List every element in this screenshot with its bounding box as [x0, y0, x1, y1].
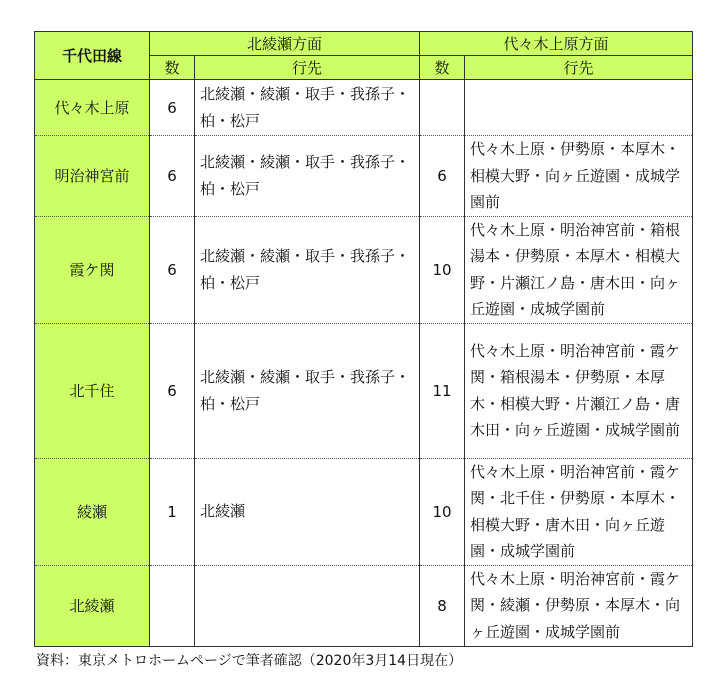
yoyogiuehara-destinations-cell: 代々木上原・明治神宮前・箱根湯本・伊勢原・本厚木・相模大野・片瀬江ノ島・唐木田・向ヶ丘遊園・成城学園前 [465, 216, 693, 323]
source-note: 資料：東京メトロホームページで筆者確認（2020年3月14日現在） [36, 653, 463, 669]
yoyogiuehara-destinations-cell: 代々木上原・明治神宮前・霞ケ関・綾瀬・伊勢原・本厚木・向ヶ丘遊園・成城学園前 [465, 565, 693, 646]
yoyogiuehara-direction-header: 代々木上原方面 [420, 32, 693, 56]
table-row [35, 80, 693, 136]
station-cell: 代々木上原 [35, 80, 150, 136]
yoyogiuehara-count-cell: 10 [420, 216, 465, 323]
kitaayase-count-header: 数 [150, 56, 195, 80]
kitaayase-destinations-cell [195, 565, 420, 646]
yoyogiuehara-destinations-cell: 代々木上原・明治神宮前・霞ケ関・箱根湯本・伊勢原・本厚木・相模大野・片瀬江ノ島・唐木田・向ヶ丘遊園・成城学園前 [465, 323, 693, 458]
line-name-header: 千代田線 [35, 32, 150, 80]
kitaayase-count-cell: 6 [150, 136, 195, 217]
kitaayase-count-cell: 6 [150, 323, 195, 458]
kitaayase-destinations-cell: 北綾瀬・綾瀬・取手・我孫子・柏・松戸 [195, 323, 420, 458]
yoyogiuehara-count-cell: 11 [420, 323, 465, 458]
kitaayase-destinations-cell: 北綾瀬・綾瀬・取手・我孫子・柏・松戸 [195, 80, 420, 136]
kitaayase-count-cell: 6 [150, 80, 195, 136]
yoyogiuehara-destinations-cell: 代々木上原・伊勢原・本厚木・相模大野・向ヶ丘遊園・成城学園前 [465, 136, 693, 217]
yoyogiuehara-count-cell: 10 [420, 458, 465, 565]
station-cell: 霞ケ関 [35, 216, 150, 323]
station-cell: 明治神宮前 [35, 136, 150, 217]
yoyogiuehara-count-cell: 8 [420, 565, 465, 646]
table-row [35, 216, 693, 323]
table-row [35, 458, 693, 565]
yoyogiuehara-destination-header: 行先 [465, 56, 693, 80]
yoyogiuehara-count-cell: 6 [420, 136, 465, 217]
yoyogiuehara-destinations-cell: 代々木上原・明治神宮前・霞ケ関・北千住・伊勢原・本厚木・相模大野・唐木田・向ヶ丘遊園・成城学園前 [465, 458, 693, 565]
kitaayase-count-cell [150, 565, 195, 646]
table-row [35, 136, 693, 217]
kitaayase-count-cell: 6 [150, 216, 195, 323]
station-cell: 北綾瀬 [35, 565, 150, 646]
station-cell: 北千住 [35, 323, 150, 458]
yoyogiuehara-count-header: 数 [420, 56, 465, 80]
table-row [35, 323, 693, 458]
yoyogiuehara-count-cell [420, 80, 465, 136]
kitaayase-destinations-cell: 北綾瀬・綾瀬・取手・我孫子・柏・松戸 [195, 216, 420, 323]
yoyogiuehara-destinations-cell [465, 80, 693, 136]
table-row [35, 565, 693, 646]
kitaayase-direction-header: 北綾瀬方面 [150, 32, 420, 56]
kitaayase-destinations-cell: 北綾瀬・綾瀬・取手・我孫子・柏・松戸 [195, 136, 420, 217]
kitaayase-destinations-cell: 北綾瀬 [195, 458, 420, 565]
kitaayase-count-cell: 1 [150, 458, 195, 565]
destination-table [34, 31, 693, 647]
kitaayase-destination-header: 行先 [195, 56, 420, 80]
station-cell: 綾瀬 [35, 458, 150, 565]
